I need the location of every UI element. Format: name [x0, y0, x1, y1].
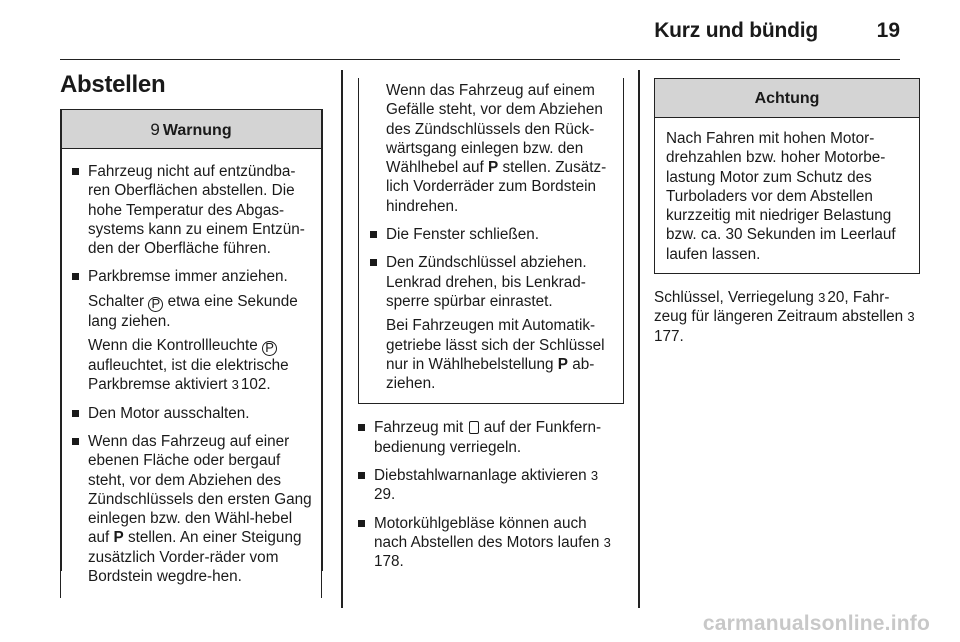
- column-divider-2: [638, 70, 640, 608]
- caution-text: Nach Fahren mit hohen Motor-drehzahlen bzw. hoher Motorbe-lastung Motor zum Schutz des Turboladers vor dem Abstellen kurzzeitig mit niedriger Belastung bzw. ca. 30 Sekunden im Leerlauf laufen lassen.: [666, 130, 896, 263]
- section-title: Abstellen: [60, 71, 166, 98]
- list-subparagraph: Schalter P etwa eine Sekunde lang ziehen.: [88, 292, 298, 330]
- caution-box: [654, 78, 920, 274]
- list-item: Parkbremse immer anziehen.: [72, 267, 313, 286]
- reference-arrow-icon: 3: [603, 534, 611, 550]
- warning-box-continued: [358, 78, 624, 404]
- steps-list: [358, 418, 620, 571]
- box-list: [370, 225, 615, 393]
- warning-box-right-edge: [321, 109, 323, 571]
- list-item: Motorkühlgebläse können auch nach Abstellen des Motors laufen 3178.: [358, 514, 620, 572]
- list-item: Wenn das Fahrzeug auf einer ebenen Fläche oder bergauf steht, vor dem Abziehen des Zündschlüssels den ersten Gang einlegen bzw. den Wähl-hebel auf P stellen. An einer Steigung zusätzlich Vorder-räder vom Bordstein wegdre-hen.: [72, 432, 313, 586]
- warning-box-left-edge: [60, 109, 62, 571]
- warning-list: [61, 149, 321, 598]
- caution-heading: Achtung: [655, 79, 919, 118]
- watermark: carmanualsonline.info: [702, 612, 930, 635]
- warning-heading-label: Warnung: [162, 122, 232, 139]
- list-item: Den Motor ausschalten.: [72, 404, 313, 423]
- column-divider-1: [341, 70, 343, 608]
- warning-box: [60, 109, 322, 598]
- reference-arrow-icon: 3: [231, 377, 239, 393]
- list-item: Die Fenster schließen.: [370, 225, 615, 244]
- list-subparagraph: Wenn die Kontrollleuchte P aufleuchtet, ist die elektrische Parkbremse aktiviert 3 102.: [88, 337, 289, 394]
- parking-brake-icon: P: [148, 297, 163, 312]
- column-right: [654, 78, 920, 346]
- cross-reference-paragraph: Schlüssel, Verriegelung 3 20, Fahr-zeug für längeren Zeitraum abstellen 3177.: [654, 289, 915, 345]
- lock-icon: [469, 421, 479, 434]
- column-left: [60, 109, 322, 598]
- reference-arrow-icon: 3: [818, 290, 826, 306]
- warning-triangle-icon: 9: [150, 120, 160, 139]
- list-item: Fahrzeug mit auf der Funkfern-bedienung verriegeln.: [358, 418, 620, 457]
- list-item: Fahrzeug nicht auf entzündba-ren Oberflächen abstellen. Die hohe Temperatur des Abgas-systems kann zu einem Entzün-den der Oberfläche führen.: [72, 162, 313, 258]
- reference-arrow-icon: 3: [590, 468, 599, 484]
- parking-brake-icon: P: [262, 341, 277, 356]
- list-item: Den Zündschlüssel abziehen. Lenkrad drehen, bis Lenkrad-sperre spürbar einrastet.: [370, 253, 615, 311]
- warning-heading: [61, 110, 321, 149]
- header-title: Kurz und bündig: [654, 19, 818, 42]
- page-number: 19: [876, 19, 900, 42]
- list-subparagraph: Bei Fahrzeugen mit Automatik-getriebe lässt sich der Schlüssel nur in Wählhebelstellung P ab-ziehen.: [386, 317, 605, 393]
- list-item: Diebstahlwarnanlage aktivieren 329.: [358, 466, 620, 505]
- box-paragraph: Wenn das Fahrzeug auf einem Gefälle steht, vor dem Abziehen des Zündschlüssels den Rück-wärtsgang einlegen bzw. den Wählhebel auf P stellen. Zusätz-lich Vorderräder zum Bordstein hindrehen.: [386, 82, 607, 215]
- page-header: [60, 0, 900, 60]
- column-middle: [358, 78, 624, 572]
- reference-arrow-icon: 3: [907, 309, 915, 325]
